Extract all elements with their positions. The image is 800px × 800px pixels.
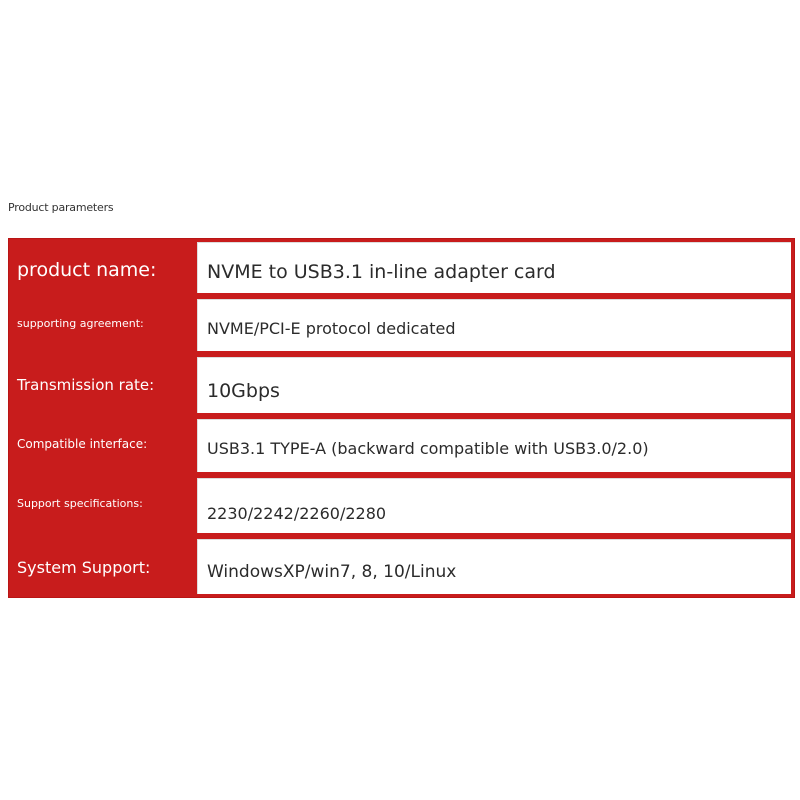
param-label: Support specifications:	[17, 497, 143, 510]
param-label: Compatible interface:	[17, 437, 148, 451]
param-row-supporting-agreement	[9, 296, 794, 354]
param-value: NVME/PCI-E protocol dedicated	[197, 299, 791, 351]
param-label: System Support:	[17, 558, 151, 577]
param-label: Transmission rate:	[17, 376, 155, 394]
product-parameters-table	[8, 238, 795, 598]
param-value: NVME to USB3.1 in-line adapter card	[197, 242, 791, 293]
param-row-support-specifications	[9, 475, 794, 536]
param-row-product-name	[9, 239, 794, 296]
param-label: supporting agreement:	[17, 317, 144, 330]
param-label: product name:	[17, 259, 157, 281]
param-value: 2230/2242/2260/2280	[197, 478, 791, 533]
param-row-system-support	[9, 536, 794, 597]
param-value: 10Gbps	[197, 357, 791, 413]
param-row-compatible-interface	[9, 416, 794, 475]
param-row-transmission-rate	[9, 354, 794, 416]
param-value: USB3.1 TYPE-A (backward compatible with USB3.0/2.0)	[197, 419, 791, 472]
param-value: WindowsXP/win7, 8, 10/Linux	[197, 539, 791, 594]
section-caption: Product parameters	[8, 201, 114, 214]
